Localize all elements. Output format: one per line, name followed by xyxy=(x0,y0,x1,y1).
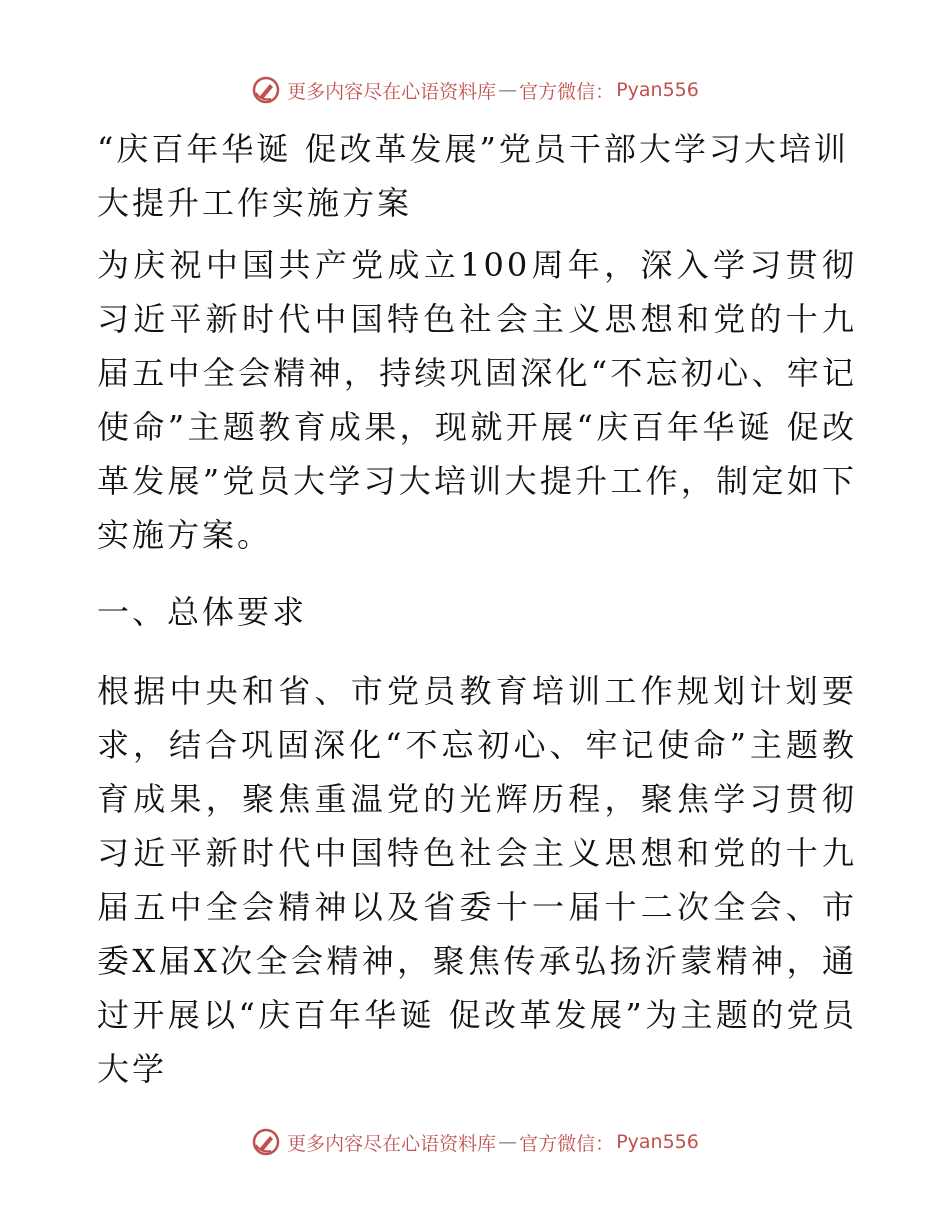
header-watermark xyxy=(0,70,950,110)
section-paragraph: 根据中央和省、市党员教育培训工作规划计划要求，结合巩固深化“不忘初心、牢记使命”主题教育成果，聚焦重温党的光辉历程，聚焦学习贯彻习近平新时代中国特色社会主义思想和党的十九届五中全会精神以及省委十一届十二次全会、市委X届X次全会精神，聚焦传承弘扬沂蒙精神，通过开展以“庆百年华诞 促改革发展”为主题的党员大学 xyxy=(97,672,857,1088)
watermark-label: 官方微信： xyxy=(519,1132,615,1155)
section-heading: 一、总体要求 xyxy=(97,593,308,631)
watermark-text: 更多内容尽在心语资料库 xyxy=(287,1132,497,1155)
footer-watermark xyxy=(0,1122,950,1162)
document-title: “庆百年华诞 促改革发展”党员干部大学习大培训大提升工作实施方案 xyxy=(97,130,849,222)
intro-paragraph: 为庆祝中国共产党成立100周年，深入学习贯彻习近平新时代中国特色社会主义思想和党的十九届五中全会精神，持续巩固深化“不忘初心、牢记使命”主题教育成果，现就开展“庆百年华诞 促改革发展”党员大学习大培训大提升工作，制定如下实施方案。 xyxy=(97,246,857,554)
pen-logo-icon xyxy=(251,1127,281,1157)
document-body xyxy=(97,122,857,1096)
watermark-separator: — xyxy=(498,79,518,101)
watermark-wechat-id: Pyan556 xyxy=(616,1131,699,1153)
pen-logo-icon xyxy=(251,75,281,105)
watermark-label: 官方微信： xyxy=(519,80,615,103)
watermark-separator: — xyxy=(498,1131,518,1153)
watermark-wechat-id: Pyan556 xyxy=(616,79,699,101)
watermark-text: 更多内容尽在心语资料库 xyxy=(287,80,497,103)
